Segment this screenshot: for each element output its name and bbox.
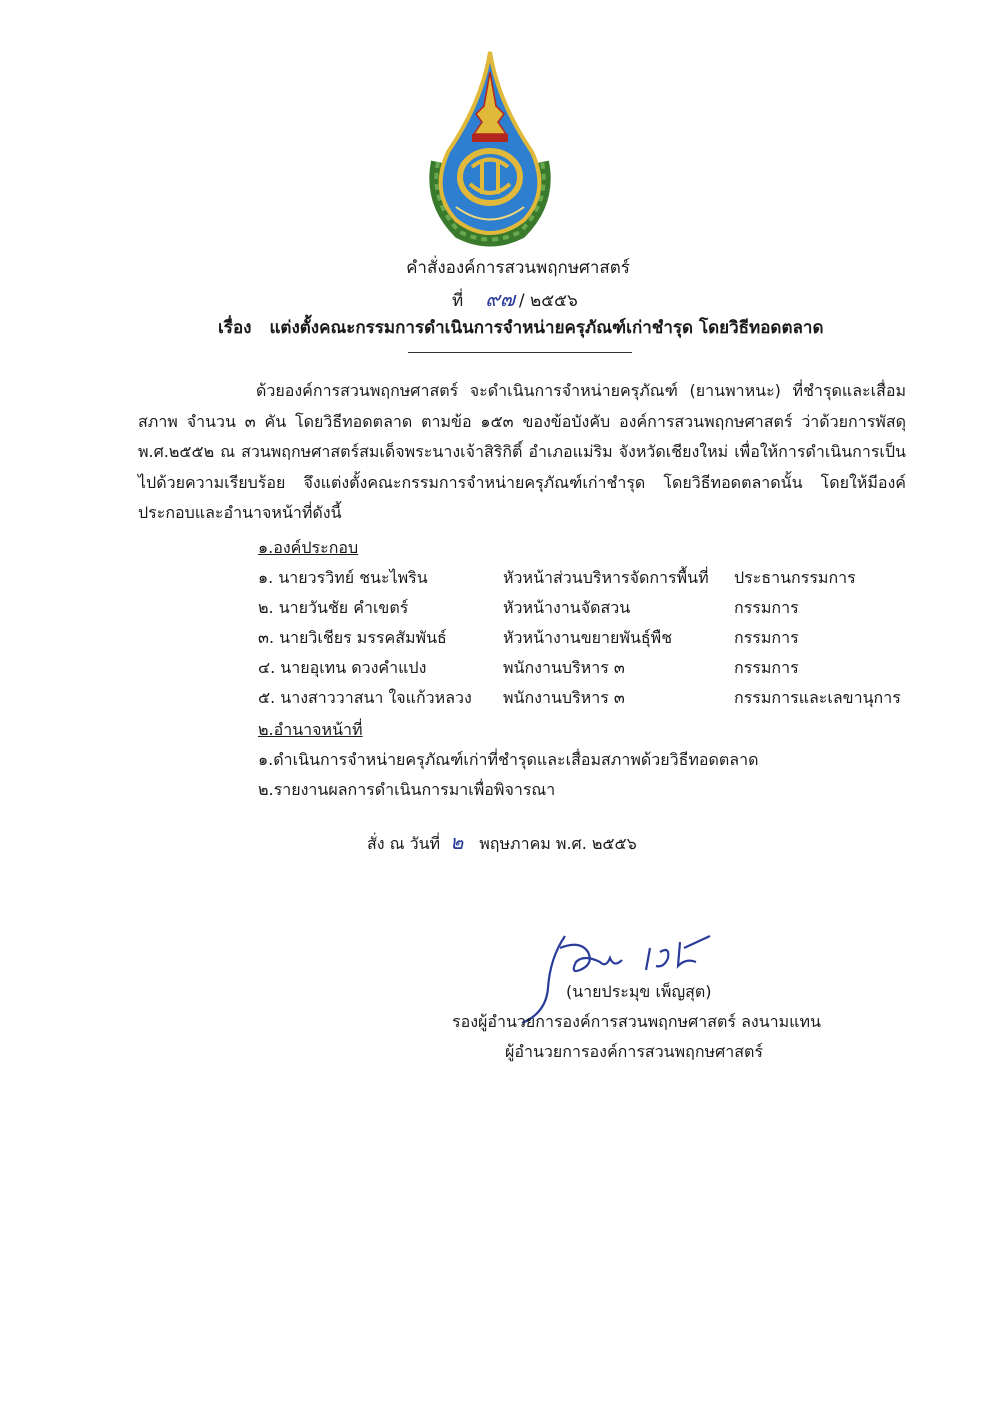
subject-label: เรื่อง [218, 318, 252, 338]
member-role: กรรมการ [734, 658, 799, 677]
divider [408, 352, 632, 353]
member-role: กรรมการ [734, 628, 799, 647]
member-position: หัวหน้าส่วนบริหารจัดการพื้นที่ [503, 568, 709, 587]
organization-logo [420, 42, 560, 247]
member-row [258, 686, 901, 711]
order-title: คำสั่งองค์การสวนพฤกษศาสตร์ [406, 258, 630, 278]
signer-position-2: ผู้อำนวยการองค์การสวนพฤกษศาสตร์ [505, 1042, 763, 1061]
duties-heading: ๒.อำนาจหน้าที่ [258, 720, 363, 739]
order-number-suffix: / ๒๕๕๖ [518, 291, 578, 311]
composition-heading: ๑.องค์ประกอบ [258, 538, 359, 557]
member-name: ๕. นางสาววาสนา ใจแก้วหลวง [258, 688, 472, 707]
signer-position: รองผู้อำนวยการองค์การสวนพฤกษศาสตร์ ลงนามแทน [452, 1012, 821, 1031]
body-paragraph: ด้วยองค์การสวนพฤกษศาสตร์ จะดำเนินการจำหน่ายครุภัณฑ์ (ยานพาหนะ) ที่ชำรุดและเสื่อมสภาพ จำนวน ๓ คัน โดยวิธีทอดตลาด ตามข้อ ๑๕๓ ของข้อบังคับ องค์การสวนพฤกษศาสตร์ ว่าด้วยการพัสดุ พ.ศ.๒๕๕๒ ณ สวนพฤกษศาสตร์สมเด็จพระนางเจ้าสิริกิติ์ อำเภอแม่ริม จังหวัดเชียงใหม่ เพื่อให้การดำเนินการเป็นไปด้วยความเรียบร้อย จึงแต่งตั้งคณะกรรมการจำหน่ายครุภัณฑ์เก่าชำรุด โดยวิธีทอดตลาดนั้น โดยให้มีองค์ประกอบและอำนาจหน้าที่ดังนี้ [138, 381, 906, 522]
member-row [258, 656, 799, 681]
member-position: หัวหน้างานจัดสวน [503, 598, 631, 617]
order-number-handwritten: ๙๗ [485, 287, 515, 311]
member-row [258, 626, 799, 651]
member-name: ๒. นายวันชัย คำเขตร์ [258, 598, 409, 617]
member-row [258, 566, 856, 591]
order-number [452, 283, 578, 315]
member-role: ประธานกรรมการ [734, 568, 856, 587]
duty-item: ๒.รายงานผลการดำเนินการมาเพื่อพิจารณา [258, 780, 556, 799]
member-row [258, 596, 799, 621]
member-position: หัวหน้างานขยายพันธุ์พืช [503, 628, 673, 647]
member-name: ๑. นายวรวิทย์ ชนะไพริน [258, 568, 428, 587]
duty-item: ๑.ดำเนินการจำหน่ายครุภัณฑ์เก่าที่ชำรุดและเสื่อมสภาพด้วยวิธีทอดตลาด [258, 750, 759, 769]
subject-text: แต่งตั้งคณะกรรมการดำเนินการจำหน่ายครุภัณฑ์เก่าชำรุด โดยวิธีทอดตลาด [269, 318, 824, 338]
member-name: ๓. นายวิเชียร มรรคสัมพันธ์ [258, 628, 447, 647]
signer-name: (นายประมุข เพ็ญสุต) [566, 982, 712, 1001]
order-subject [218, 314, 824, 341]
given-day-handwritten: ๒ [450, 830, 464, 854]
member-position: พนักงานบริหาร ๓ [503, 688, 625, 707]
order-number-prefix: ที่ [452, 291, 464, 311]
member-role: กรรมการ [734, 598, 799, 617]
given-prefix: สั่ง ณ วันที่ [367, 834, 441, 853]
given-month-year: พฤษภาคม พ.ศ. ๒๕๕๖ [479, 834, 637, 853]
member-position: พนักงานบริหาร ๓ [503, 658, 625, 677]
member-role: กรรมการและเลขานุการ [734, 688, 901, 707]
member-name: ๔. นายอุเทน ดวงคำแปง [258, 658, 427, 677]
given-date [367, 826, 637, 858]
